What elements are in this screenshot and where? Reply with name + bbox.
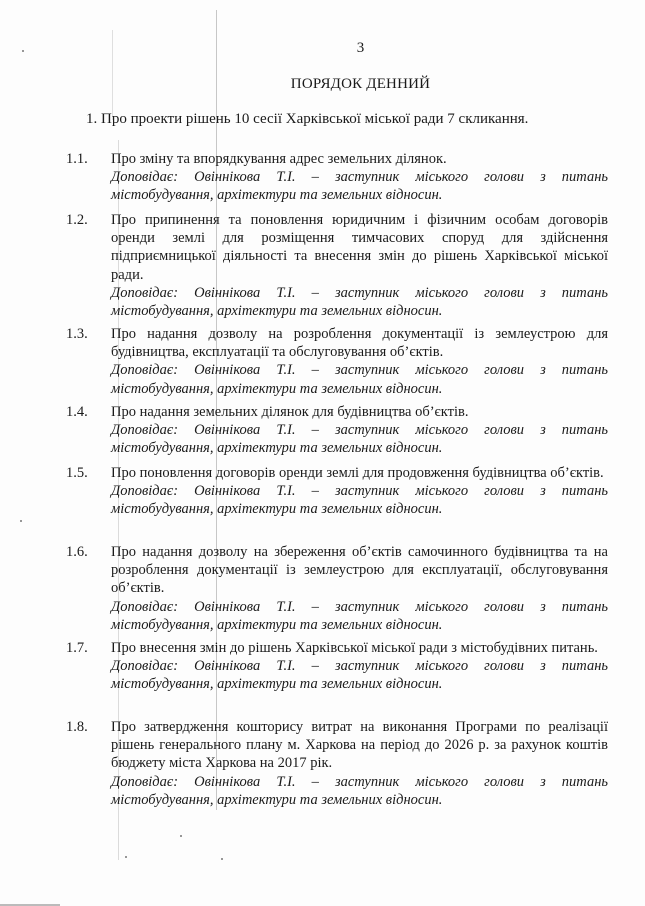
agenda-item (66, 403, 608, 458)
scan-speck (221, 858, 223, 860)
agenda-item-title: Про надання дозволу на збереження об’єктів самочинного будівництва та на розроблення документації із землеустрою для експлуатації, обслуговування об’єктів. (111, 544, 608, 597)
agenda-item-speaker: Доповідає: Овіннікова Т.І. – заступник міського голови з питань містобудування, архітектури та земельних відносин. (111, 362, 608, 397)
agenda-item-speaker: Доповідає: Овіннікова Т.І. – заступник міського голови з питань містобудування, архітектури та земельних відносин. (111, 658, 608, 693)
agenda-item-title: Про поновлення договорів оренди землі для продовження будівництва об’єктів. (111, 465, 604, 481)
section-heading: 1. Про проекти рішень 10 сесії Харківської міської ради 7 скликання. (86, 111, 529, 127)
agenda-item (66, 211, 608, 320)
scan-speck (180, 835, 182, 837)
agenda-item-number: 1.3. (66, 326, 88, 342)
scan-speck (20, 520, 22, 522)
agenda-item-title: Про внесення змін до рішень Харківської міської ради з містобудівних питань. (111, 640, 598, 656)
agenda-item-title: Про надання земельних ділянок для будівництва об’єктів. (111, 404, 469, 420)
agenda-item (66, 464, 608, 519)
agenda-item-number: 1.1. (66, 151, 88, 167)
agenda-item (66, 150, 608, 205)
agenda-item (66, 325, 608, 398)
agenda-item-number: 1.8. (66, 719, 88, 735)
agenda-item-number: 1.2. (66, 212, 88, 228)
agenda-item (66, 639, 608, 694)
agenda-item-speaker: Доповідає: Овіннікова Т.І. – заступник міського голови з питань містобудування, архітектури та земельних відносин. (111, 773, 608, 808)
agenda-item (66, 543, 608, 634)
agenda-item-number: 1.5. (66, 465, 88, 481)
agenda-item-speaker: Доповідає: Овіннікова Т.І. – заступник міського голови з питань містобудування, архітектури та земельних відносин. (111, 422, 608, 457)
agenda-item-title: Про затвердження кошторису витрат на виконання Програми по реалізації рішень генерального плану м. Харкова на період до 2026 р. за рахунок коштів бюджету міста Харкова на 2017 рік. (111, 719, 608, 772)
agenda-item-number: 1.6. (66, 544, 88, 560)
agenda-item-speaker: Доповідає: Овіннікова Т.І. – заступник міського голови з питань містобудування, архітектури та земельних відносин. (111, 169, 608, 204)
agenda-item-speaker: Доповідає: Овіннікова Т.І. – заступник міського голови з питань містобудування, архітектури та земельних відносин. (111, 483, 608, 518)
agenda-item (66, 718, 608, 809)
agenda-item-title: Про надання дозволу на розроблення документації із землеустрою для будівництва, експлуатації та обслуговування об’єктів. (111, 326, 608, 361)
page-number: 3 (356, 40, 365, 56)
page-title: ПОРЯДОК ДЕННИЙ (290, 76, 431, 92)
agenda-item-title: Про припинення та поновлення юридичним і фізичним особам договорів оренди землі для розміщення тимчасових споруд для здійснення підприємницької діяльності та внесення змін до рішень Харківської міської ради. (111, 212, 608, 283)
agenda-item-number: 1.4. (66, 404, 88, 420)
agenda-item-title: Про зміну та впорядкування адрес земельних ділянок. (111, 151, 447, 167)
agenda-item-number: 1.7. (66, 640, 88, 656)
scan-speck (22, 50, 24, 52)
scan-speck (125, 856, 127, 858)
agenda-item-speaker: Доповідає: Овіннікова Т.І. – заступник міського голови з питань містобудування, архітектури та земельних відносин. (111, 598, 608, 633)
agenda-item-speaker: Доповідає: Овіннікова Т.І. – заступник міського голови з питань містобудування, архітектури та земельних відносин. (111, 284, 608, 320)
